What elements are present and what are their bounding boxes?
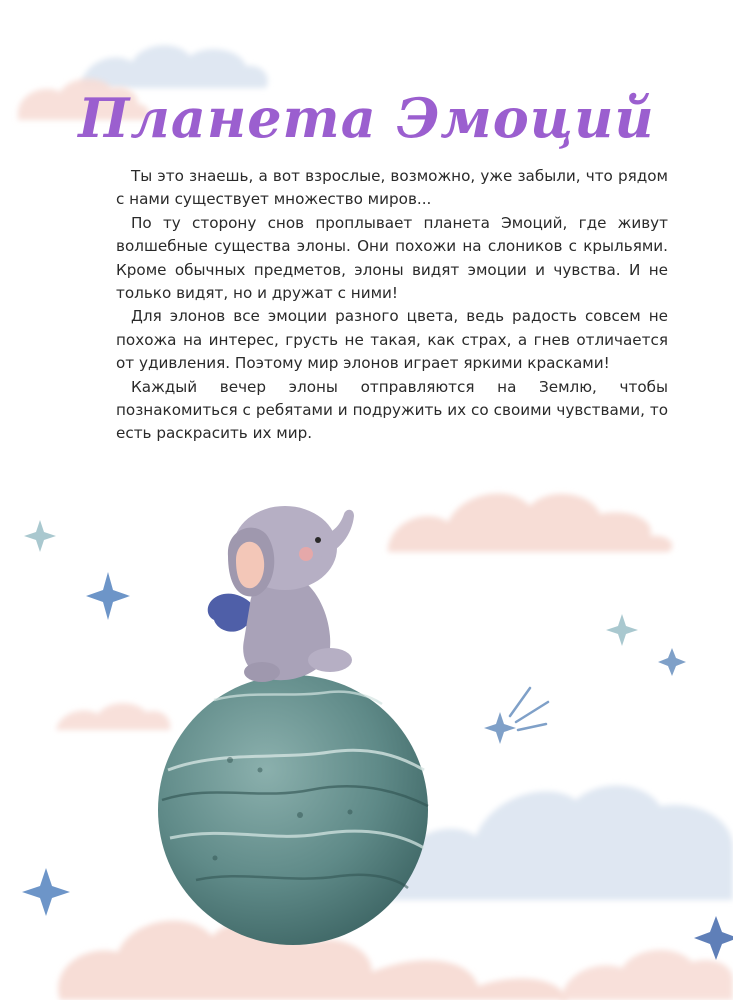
page-title: Планета Эмоций xyxy=(78,86,655,150)
star-icon xyxy=(658,648,686,676)
cloud-icon xyxy=(560,950,733,1000)
star-icon xyxy=(86,572,130,620)
star-icon xyxy=(606,614,638,646)
paragraph: Ты это знаешь, а вот взрослые, возможно, уже забыли, что рядом с нами существует множество миров... xyxy=(116,167,668,209)
paragraph: По ту сторону снов проплывает планета Эмоций, где живут волшебные существа элоны. Они похожи на слоников с крыльями. Кроме обычных предметов, элоны видят эмоции и чувства. И не только видят, но и дружат с ними! xyxy=(116,213,668,303)
shooting-star-icon xyxy=(484,688,548,744)
elephant-icon xyxy=(208,506,354,682)
cloud-icon xyxy=(388,493,672,552)
star-icon xyxy=(22,868,70,916)
planet-icon xyxy=(158,675,428,945)
star-icon xyxy=(694,916,733,960)
paragraph: Каждый вечер элоны отправляются на Землю, чтобы познакомиться с ребятами и подружить их со своими чувствами, то есть раскрасить их мир. xyxy=(116,377,668,443)
paragraph: Для элонов все эмоции разного цвета, ведь радость совсем не похожа на интерес, грусть не такая, как страх, а гнев отличается от удивления. Поэтому мир элонов играет яркими красками! xyxy=(116,307,668,373)
cloud-icon xyxy=(82,45,268,88)
story-text xyxy=(116,165,668,446)
cloud-icon xyxy=(56,703,170,730)
star-icon xyxy=(24,520,56,552)
